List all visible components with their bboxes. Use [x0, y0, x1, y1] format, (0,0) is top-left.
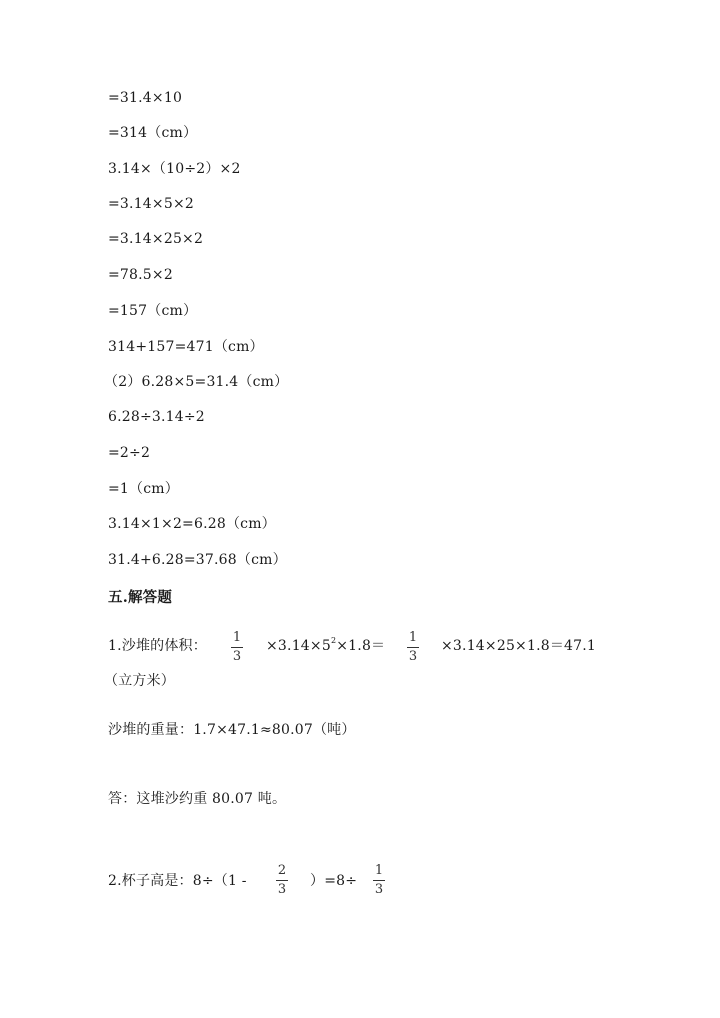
- q2-label: 2.杯子高是：8÷（1 -: [108, 873, 247, 889]
- calc-line: 314+157=471（cm）: [108, 339, 264, 355]
- q1-exponent: 2: [330, 636, 337, 646]
- fraction-denominator: 3: [232, 649, 242, 664]
- q2-expression: ）=8÷: [310, 873, 358, 889]
- fraction-denominator: 3: [408, 649, 418, 664]
- calc-line: =31.4×10: [108, 90, 183, 106]
- calc-line: =157（cm）: [108, 303, 198, 319]
- q1-answer-line: 答：这堆沙约重 80.07 吨。: [108, 791, 287, 807]
- calc-line: =3.14×25×2: [108, 231, 204, 247]
- fraction-numerator: 1: [232, 630, 242, 645]
- fraction-one-third: [229, 631, 245, 664]
- calc-line: （2）6.28×5=31.4（cm）: [104, 374, 289, 390]
- q1-unit-line: （立方米）: [104, 673, 175, 689]
- fraction-numerator: 1: [408, 630, 418, 645]
- fraction-bar: [276, 880, 288, 881]
- calc-line: 6.28÷3.14÷2: [108, 409, 205, 425]
- fraction-one-third: [371, 864, 387, 897]
- fraction-numerator: 1: [374, 863, 384, 878]
- section-title: 五.解答题: [108, 589, 173, 606]
- fraction-one-third: [405, 631, 421, 664]
- fraction-two-thirds: [274, 864, 290, 897]
- calc-line: 31.4+6.28=37.68（cm）: [108, 552, 287, 568]
- q1-label: 1.沙堆的体积：: [108, 638, 207, 654]
- q1-expression-part1: [266, 637, 385, 655]
- fraction-denominator: 3: [277, 882, 287, 897]
- q1-expr-a: ×3.14×5: [266, 638, 331, 654]
- calc-line: =314（cm）: [108, 125, 198, 141]
- fraction-denominator: 3: [374, 882, 384, 897]
- fraction-bar: [407, 647, 419, 648]
- calc-line: =2÷2: [108, 445, 151, 461]
- fraction-bar: [231, 647, 243, 648]
- calc-line: =78.5×2: [108, 267, 173, 283]
- calc-line: 3.14×1×2=6.28（cm）: [108, 516, 276, 532]
- calc-line: 3.14×（10÷2）×2: [108, 161, 241, 177]
- fraction-bar: [373, 880, 385, 881]
- q1-expr-b: ×1.8＝: [336, 638, 386, 654]
- calc-line: =3.14×5×2: [108, 196, 194, 212]
- fraction-numerator: 2: [277, 863, 287, 878]
- q1-expression-part2: ×3.14×25×1.8＝47.1: [441, 638, 597, 654]
- calc-line: =1（cm）: [108, 481, 179, 497]
- q1-weight-line: 沙堆的重量：1.7×47.1≈80.07（吨）: [108, 722, 356, 738]
